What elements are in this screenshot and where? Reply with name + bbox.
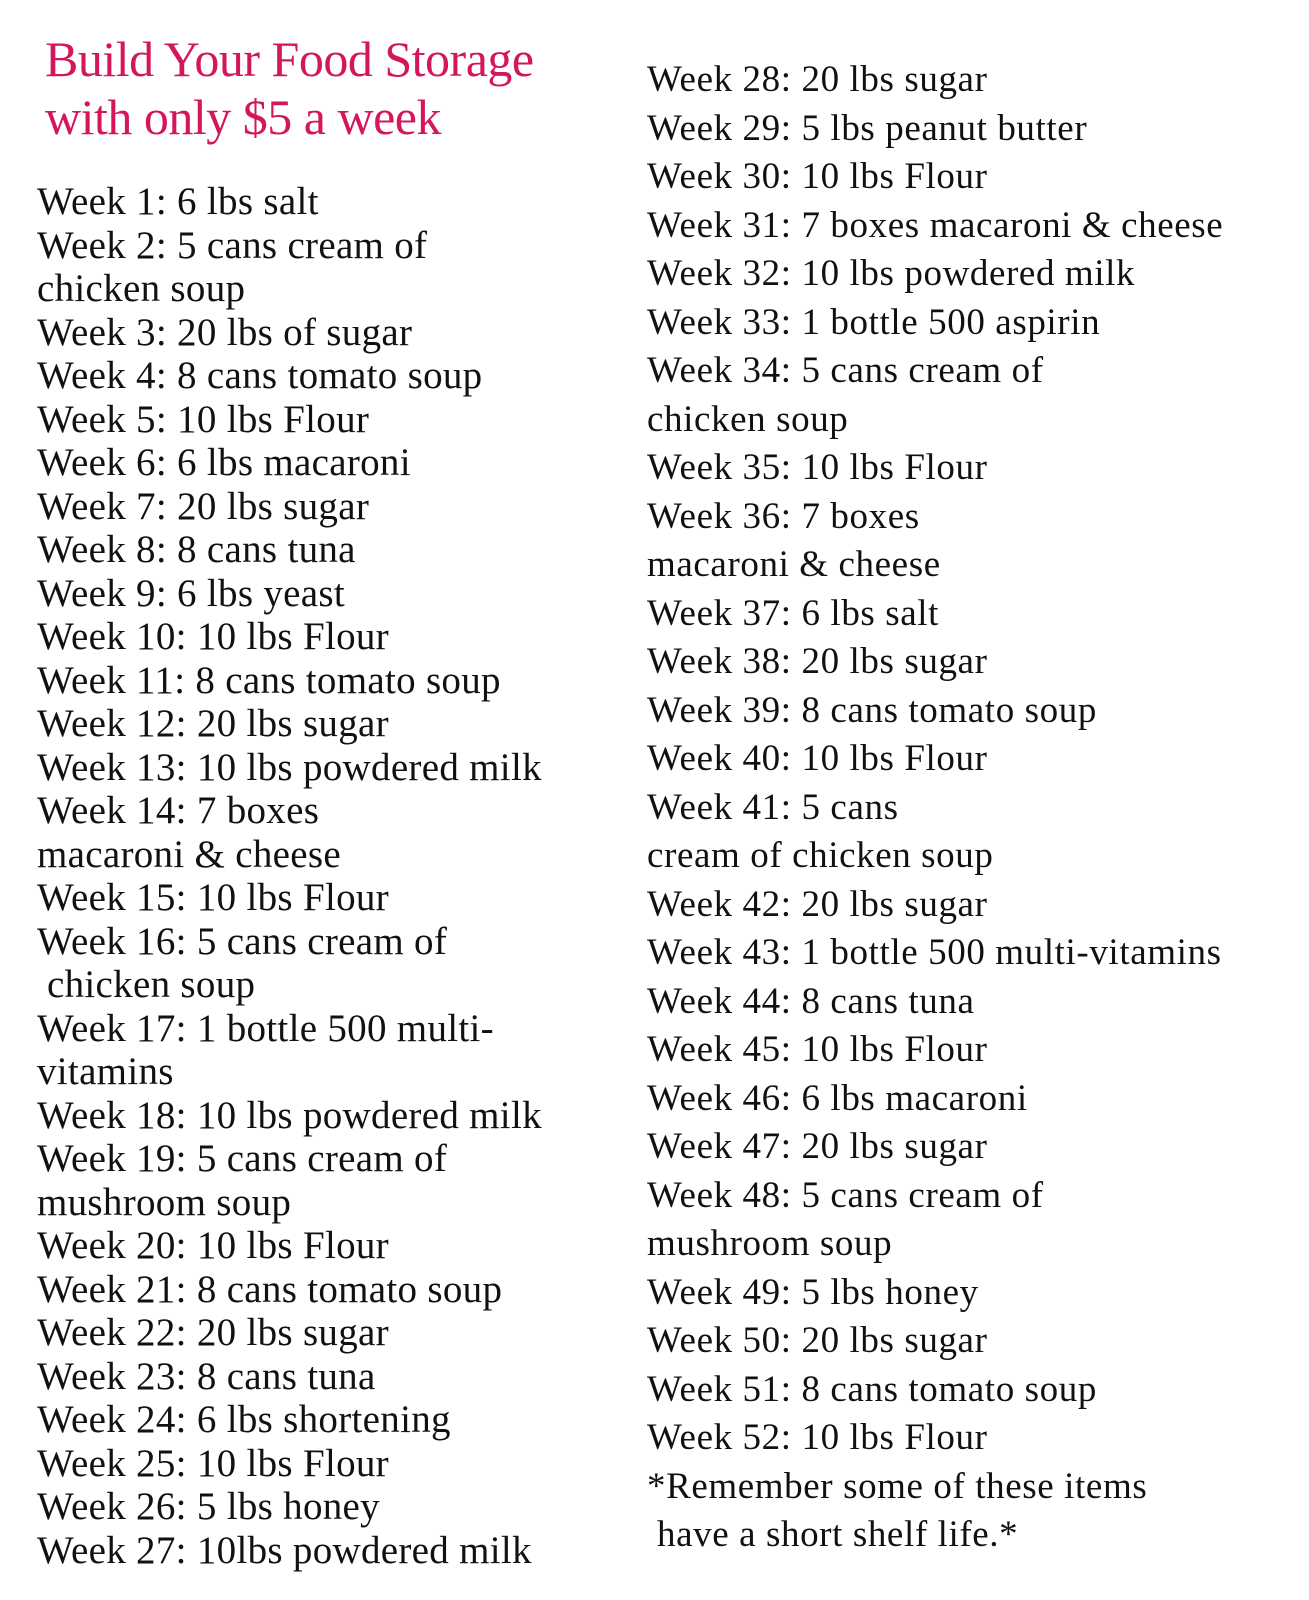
list-line: mushroom soup — [37, 1180, 292, 1224]
list-line: Week 37: 6 lbs salt — [647, 592, 940, 634]
list-line: Week 49: 5 lbs honey — [647, 1271, 979, 1313]
list-line: Week 43: 1 bottle 500 multi-vitamins — [647, 932, 1222, 973]
list-line: Week 20: 10 lbs Flour — [37, 1224, 389, 1267]
list-line: mushroom soup — [647, 1223, 893, 1264]
list-line: Week 45: 10 lbs Flour — [647, 1029, 988, 1070]
title-line-2: with only $5 a week — [45, 89, 441, 145]
list-line: Week 11: 8 cans tomato soup — [37, 658, 501, 702]
list-line: Week 31: 7 boxes macaroni & cheese — [647, 204, 1224, 246]
list-line: Week 9: 6 lbs yeast — [37, 571, 345, 615]
list-line: Week 10: 10 lbs Flour — [37, 615, 389, 658]
list-line: Week 4: 8 cans tomato soup — [37, 354, 483, 397]
list-line: Week 5: 10 lbs Flour — [37, 397, 370, 441]
list-line: Week 32: 10 lbs powdered milk — [647, 253, 1136, 294]
list-line: Week 28: 20 lbs sugar — [647, 59, 988, 100]
list-line: Week 16: 5 cans cream of — [37, 919, 448, 963]
list-line: Week 38: 20 lbs sugar — [647, 641, 988, 682]
list-line: Week 52: 10 lbs Flour — [647, 1417, 988, 1458]
list-line: Week 12: 20 lbs sugar — [37, 702, 389, 745]
list-line: Week 36: 7 boxes — [647, 495, 920, 537]
list-line: Week 23: 8 cans tuna — [37, 1354, 376, 1398]
list-line: Week 40: 10 lbs Flour — [647, 738, 988, 779]
list-line: Week 47: 20 lbs sugar — [647, 1126, 988, 1167]
list-line: Week 27: 10lbs powdered milk — [37, 1528, 532, 1572]
list-line: Week 35: 10 lbs Flour — [647, 447, 988, 488]
list-line: cream of chicken soup — [647, 835, 994, 876]
shelf-life-note — [647, 1463, 1223, 1560]
list-line: macaroni & cheese — [37, 832, 341, 876]
list-line: macaroni & cheese — [647, 544, 941, 585]
right-column-list — [647, 56, 1223, 1560]
list-line: Week 29: 5 lbs peanut butter — [647, 107, 1088, 149]
list-line: Week 24: 6 lbs shortening — [37, 1398, 451, 1441]
list-line: Week 44: 8 cans tuna — [647, 980, 975, 1022]
page-title — [45, 30, 534, 146]
list-line: Week 26: 5 lbs honey — [37, 1485, 380, 1528]
list-line: Week 33: 1 bottle 500 aspirin — [647, 301, 1101, 343]
left-column-list — [37, 180, 542, 1572]
list-line: Week 8: 8 cans tuna — [37, 528, 356, 571]
list-line: Week 30: 10 lbs Flour — [647, 156, 988, 197]
list-line: Week 3: 20 lbs of sugar — [37, 310, 413, 354]
list-line: Week 21: 8 cans tomato soup — [37, 1267, 503, 1311]
list-line: Week 6: 6 lbs macaroni — [37, 441, 411, 484]
list-line: Week 34: 5 cans cream of — [647, 350, 1044, 391]
list-line: Week 1: 6 lbs salt — [37, 180, 319, 223]
list-line: Week 19: 5 cans cream of — [37, 1137, 448, 1180]
list-line: Week 25: 10 lbs Flour — [37, 1441, 389, 1485]
list-line: chicken soup — [37, 267, 246, 310]
list-line: Week 7: 20 lbs sugar — [37, 484, 370, 528]
list-line: vitamins — [37, 1050, 174, 1093]
title-line-1: Build Your Food Storage — [45, 31, 534, 87]
list-line: Week 22: 20 lbs sugar — [37, 1311, 389, 1354]
list-line: Week 2: 5 cans cream of — [37, 223, 428, 267]
list-line: Week 51: 8 cans tomato soup — [647, 1368, 1097, 1410]
list-line: Week 41: 5 cans — [647, 786, 899, 828]
list-line: Week 39: 8 cans tomato soup — [647, 689, 1097, 731]
list-line: Week 46: 6 lbs macaroni — [647, 1077, 1028, 1119]
list-line: Week 42: 20 lbs sugar — [647, 883, 988, 925]
list-line: Week 13: 10 lbs powdered milk — [37, 745, 542, 789]
list-line: chicken soup — [47, 963, 256, 1006]
list-line: Week 50: 20 lbs sugar — [647, 1320, 988, 1361]
list-line: Week 14: 7 boxes — [37, 789, 320, 832]
note-line-1: *Remember some of these items — [647, 1465, 1148, 1507]
list-line: Week 18: 10 lbs powdered milk — [37, 1093, 542, 1137]
list-line: Week 15: 10 lbs Flour — [37, 876, 389, 919]
list-line: Week 17: 1 bottle 500 multi- — [37, 1006, 494, 1050]
note-line-2: have a short shelf life.* — [657, 1514, 1019, 1555]
list-line: chicken soup — [647, 398, 849, 440]
list-line: Week 48: 5 cans cream of — [647, 1174, 1044, 1216]
